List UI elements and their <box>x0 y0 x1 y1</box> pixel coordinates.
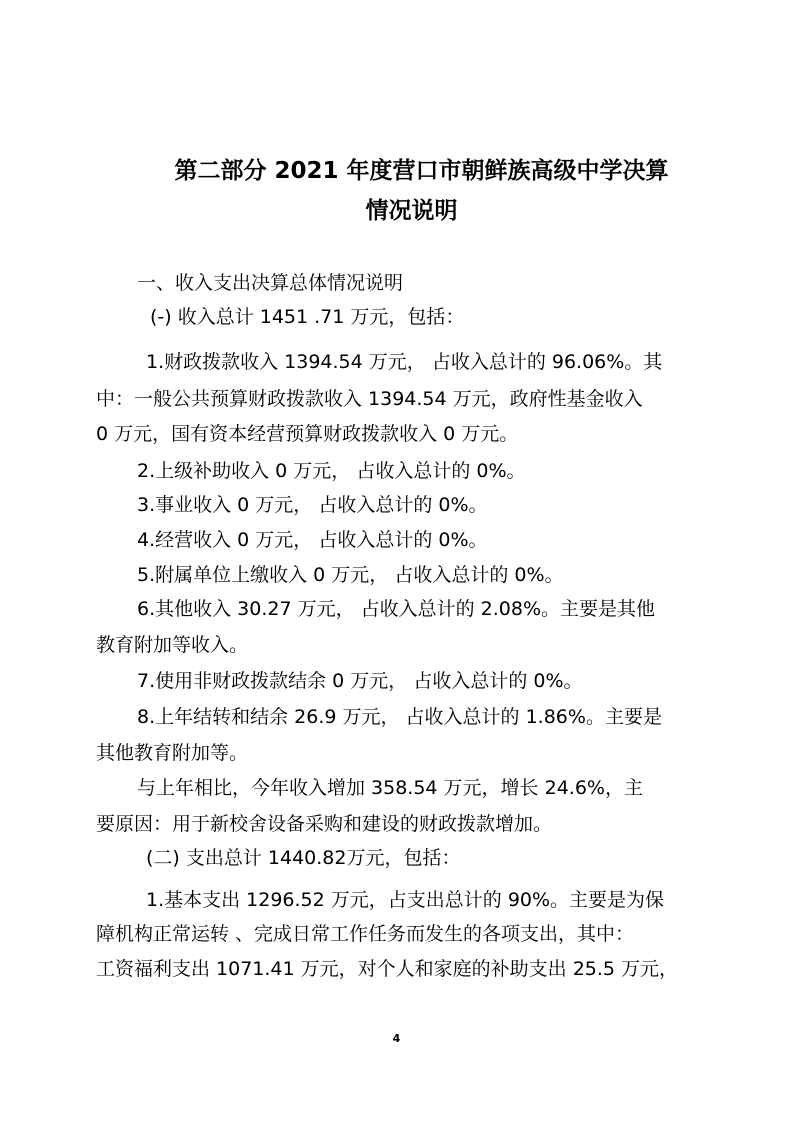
paragraph-line: 1.基本支出 1296.52 万元，占支出总计的 90%。主要是为保 <box>146 889 665 911</box>
paragraph-line: 2.上级补助收入 0 万元， 占收入总计的 0%。 <box>137 460 526 482</box>
paragraph-line: 中：一般公共预算财政拨款收入 1394.54 万元，政府性基金收入 <box>96 388 643 410</box>
paragraph-line: 3.事业收入 0 万元， 占收入总计的 0%。 <box>137 494 488 516</box>
paragraph-line: 工资福利支出 1071.41 万元，对个人和家庭的补助支出 25.5 万元， <box>96 958 679 980</box>
paragraph-line: 1.财政拨款收入 1394.54 万元， 占收入总计的 96.06%。其 <box>146 351 663 373</box>
paragraph-line: 0 万元，国有资本经营预算财政拨款收入 0 万元。 <box>96 423 519 445</box>
paragraph-line: 教育附加等收入。 <box>96 634 249 656</box>
page-number: 4 <box>392 1032 401 1045</box>
paragraph-line: 要原因：用于新校舍设备采购和建设的财政拨款增加。 <box>96 813 553 835</box>
document-title-line-2: 情况说明 <box>365 198 458 224</box>
paragraph-line: 5.附属单位上缴收入 0 万元， 占收入总计的 0%。 <box>137 564 564 586</box>
paragraph-line: 4.经营收入 0 万元， 占收入总计的 0%。 <box>137 529 488 551</box>
section-heading-income-expense: 一、收入支出决算总体情况说明 <box>137 272 404 294</box>
subsection-heading-expense-total: (二) 支出总计 1440.82万元，包括： <box>146 847 461 869</box>
paragraph-line: 与上年相比，今年收入增加 358.54 万元，增长 24.6%，主 <box>137 777 643 799</box>
paragraph-line: 7.使用非财政拨款结余 0 万元， 占收入总计的 0%。 <box>137 670 583 692</box>
document-title-line-1: 第二部分 2021 年度营口市朝鲜族高级中学决算 <box>174 158 669 184</box>
subsection-heading-income-total: (-) 收入总计 1451 .71 万元，包括： <box>150 306 465 328</box>
paragraph-line: 6.其他收入 30.27 万元， 占收入总计的 2.08%。主要是其他 <box>137 598 656 620</box>
paragraph-line: 8.上年结转和结余 26.9 万元， 占收入总计的 1.86%。主要是 <box>137 706 662 728</box>
paragraph-line: 障机构正常运转 、完成日常工作任务而发生的各项支出，其中： <box>96 923 635 945</box>
paragraph-line: 其他教育附加等。 <box>96 742 249 764</box>
